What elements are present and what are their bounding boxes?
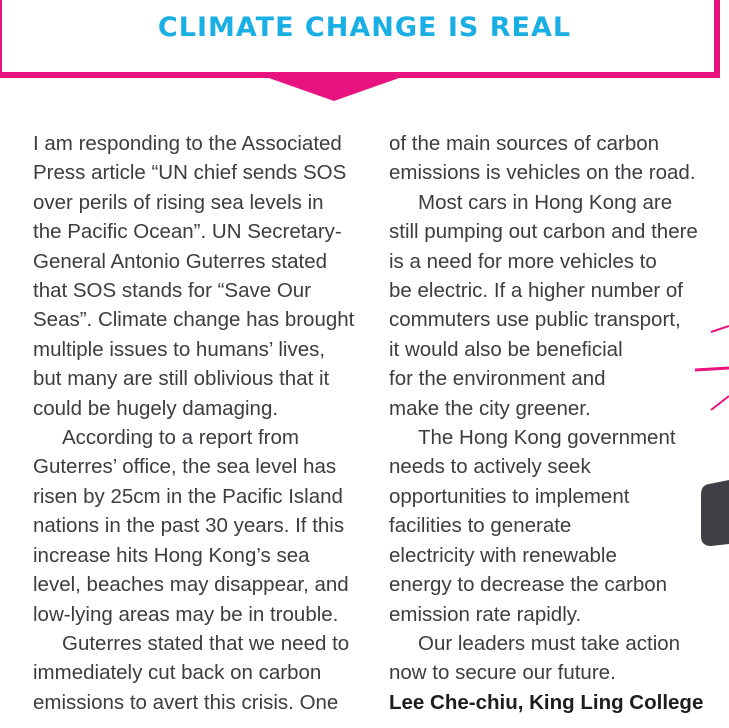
text-line: needs to actively seek <box>389 455 591 479</box>
text-line: energy to decrease the carbon <box>389 573 668 597</box>
text-line: it would also be beneficial <box>389 337 623 361</box>
text-line: Guterres’ office, the sea level has <box>33 455 337 479</box>
text-line: facilities to generate <box>389 514 572 538</box>
text-line: of the main sources of carbon <box>389 132 660 155</box>
text-line: nations in the past 30 years. If this <box>33 514 345 538</box>
text-line: that SOS stands for “Save Our <box>33 279 312 303</box>
text-line: Our leaders must take action <box>418 631 681 655</box>
text-line: Press article “UN chief sends SOS <box>33 161 347 185</box>
text-line: risen by 25cm in the Pacific Island <box>33 484 343 508</box>
article-column-left <box>33 129 373 717</box>
text-line: increase hits Hong Kong’s sea <box>33 543 310 567</box>
text-line: multiple issues to humans’ lives, <box>33 337 326 361</box>
text-line: but many are still oblivious that it <box>33 367 330 391</box>
article-title: CLIMATE CHANGE IS REAL <box>157 12 572 43</box>
article-column-right <box>389 129 725 717</box>
text-line: I am responding to the Associated <box>33 132 342 155</box>
text-line: over perils of rising sea levels in <box>33 190 324 214</box>
text-line: Seas”. Climate change has brought <box>33 308 355 332</box>
text-line: immediately cut back on carbon <box>33 661 322 685</box>
text-line: commuters use public transport, <box>389 308 681 332</box>
text-line: electricity with renewable <box>389 543 617 567</box>
text-line: make the city greener. <box>389 396 591 420</box>
text-line: emissions is vehicles on the road. <box>389 161 696 185</box>
text-line: the Pacific Ocean”. UN Secretary- <box>33 220 342 244</box>
text-line: The Hong Kong government <box>418 426 676 450</box>
text-line: low-lying areas may be in trouble. <box>33 602 339 626</box>
text-line: Guterres stated that we need to <box>62 631 350 655</box>
text-line: now to secure our future. <box>389 661 616 685</box>
text-line: could be hugely damaging. <box>33 396 279 420</box>
text-line: is a need for more vehicles to <box>389 249 657 273</box>
author-signature: Lee Che-chiu, King Ling College <box>389 690 704 714</box>
text-line: opportunities to implement <box>389 484 630 508</box>
text-line: emissions to avert this crisis. One <box>33 690 339 714</box>
text-line: level, beaches may disappear, and <box>33 573 349 597</box>
text-line: for the environment and <box>389 367 606 391</box>
text-line: General Antonio Guterres stated <box>33 249 328 273</box>
text-line: According to a report from <box>62 426 299 450</box>
text-line: emission rate rapidly. <box>389 602 582 626</box>
text-line: be electric. If a higher number of <box>389 279 683 303</box>
text-line: Most cars in Hong Kong are <box>418 190 673 214</box>
text-line: still pumping out carbon and there <box>389 220 698 244</box>
decorative-graphic <box>689 300 729 560</box>
banner-pointer <box>266 77 402 101</box>
